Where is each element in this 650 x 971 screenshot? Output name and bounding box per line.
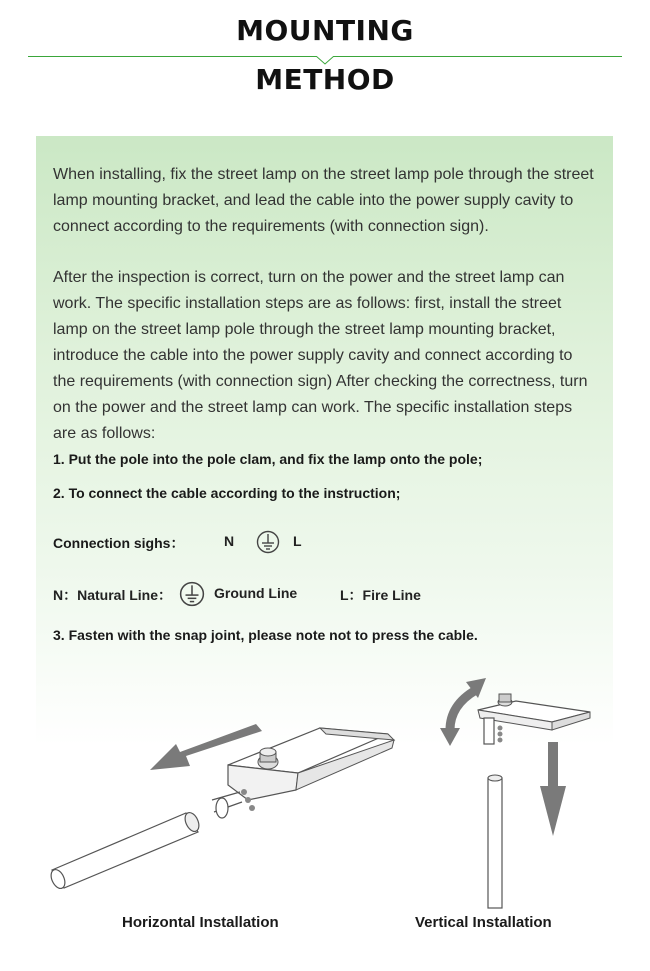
step-2: 2. To connect the cable according to the instruction; xyxy=(53,485,401,501)
step-3: 3. Fasten with the snap joint, please note not to press the cable. xyxy=(53,627,478,643)
vertical-pole xyxy=(488,775,502,908)
ground-legend-icon xyxy=(179,581,205,607)
caption-horizontal: Horizontal Installation xyxy=(122,914,279,931)
steps-paragraph: After the inspection is correct, turn on the power and the street lamp can work. The specific installation steps are as follows: first, install the street lamp on the street lamp pole through the street lamp mounting bracket, introduce the cable into the power supply cavity and connect according to the requirements (with connection sign) After checking the correctness, turn on the power and the street lamp can work. The specific installation steps are as follows: xyxy=(53,269,588,442)
page-title-line2: METHOD xyxy=(255,63,395,96)
legend-ground-line: Ground Line xyxy=(214,585,298,601)
ground-icon xyxy=(256,530,280,554)
connection-label: Connection sighs： xyxy=(53,535,185,551)
intro-paragraph: When installing, fix the street lamp on the street lamp pole through the street lamp mounting bracket, and lead the cable into the power supply cavity to connect according to the requirements (with connection sign). xyxy=(53,166,594,235)
horizontal-lamp xyxy=(212,728,394,818)
horizontal-pole xyxy=(48,810,201,890)
legend-fire-line: L：Fire Line xyxy=(340,587,421,603)
vertical-lamp xyxy=(478,694,590,744)
installation-illustration xyxy=(0,660,650,910)
caption-vertical: Vertical Installation xyxy=(415,914,552,931)
connection-l: L xyxy=(293,533,302,549)
connection-n: N xyxy=(224,533,235,549)
down-arrow-icon xyxy=(540,742,566,836)
legend-natural-line: N：Natural Line： xyxy=(53,587,173,603)
step-1: 1. Put the pole into the pole clam, and fix the lamp onto the pole; xyxy=(53,451,483,467)
page-title-line1: MOUNTING xyxy=(236,14,414,47)
